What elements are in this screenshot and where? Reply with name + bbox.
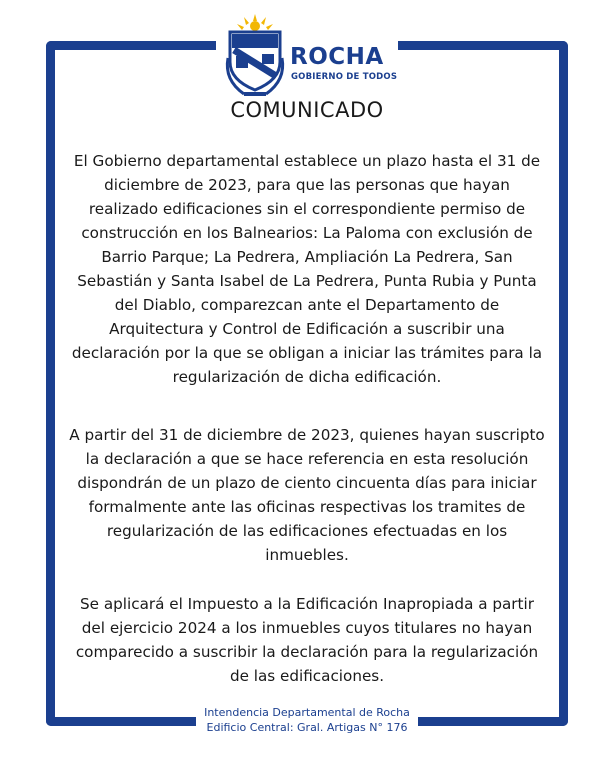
page-title: COMUNICADO — [230, 98, 384, 122]
frame-right — [559, 41, 568, 726]
frame-top-left — [46, 41, 216, 50]
footer-line-1: Intendencia Departamental de Rocha — [204, 706, 410, 719]
rocha-logo — [222, 14, 402, 100]
frame-left — [46, 41, 55, 726]
coat-of-arms-icon — [222, 14, 288, 100]
paragraph-3: Se aplicará el Impuesto a la Edificación Inapropiada a partir del ejercicio 2024 a los inmuebles cuyos titulares no hayan comparecido a suscribir la declaración para la regularización de las edificaciones. — [75, 595, 539, 685]
footer — [0, 705, 614, 735]
frame-top-right — [398, 41, 568, 50]
paragraph-2: A partir del 31 de diciembre de 2023, quienes hayan suscripto la declaración a que se hace referencia en esta resolución dispondrán de un plazo de ciento cincuenta días para iniciar formalmente ante las oficinas respectivas los tramites de regularización de las edificaciones efectuadas en los inmuebles. — [69, 426, 545, 564]
footer-line-2: Edificio Central: Gral. Artigas N° 176 — [206, 721, 408, 734]
paragraph-1: El Gobierno departamental establece un plazo hasta el 31 de diciembre de 2023, para que las personas que hayan realizado edificaciones sin el correspondiente permiso de construcción en los Balnearios: La Paloma con exclusión de Barrio Parque; La Pedrera, Ampliación La Pedrera, San Sebastián y Santa Isabel de La Pedrera, Punta Rubia y Punta del Diablo, comparezcan ante el Departamento de Arquitectura y Control de Edificación a suscribir una declaración por la que se obligan a iniciar las trámites para la regularización de dicha edificación. — [71, 152, 543, 386]
logo-subtitle: GOBIERNO DE TODOS — [291, 72, 398, 82]
logo-name: ROCHA — [290, 44, 384, 70]
